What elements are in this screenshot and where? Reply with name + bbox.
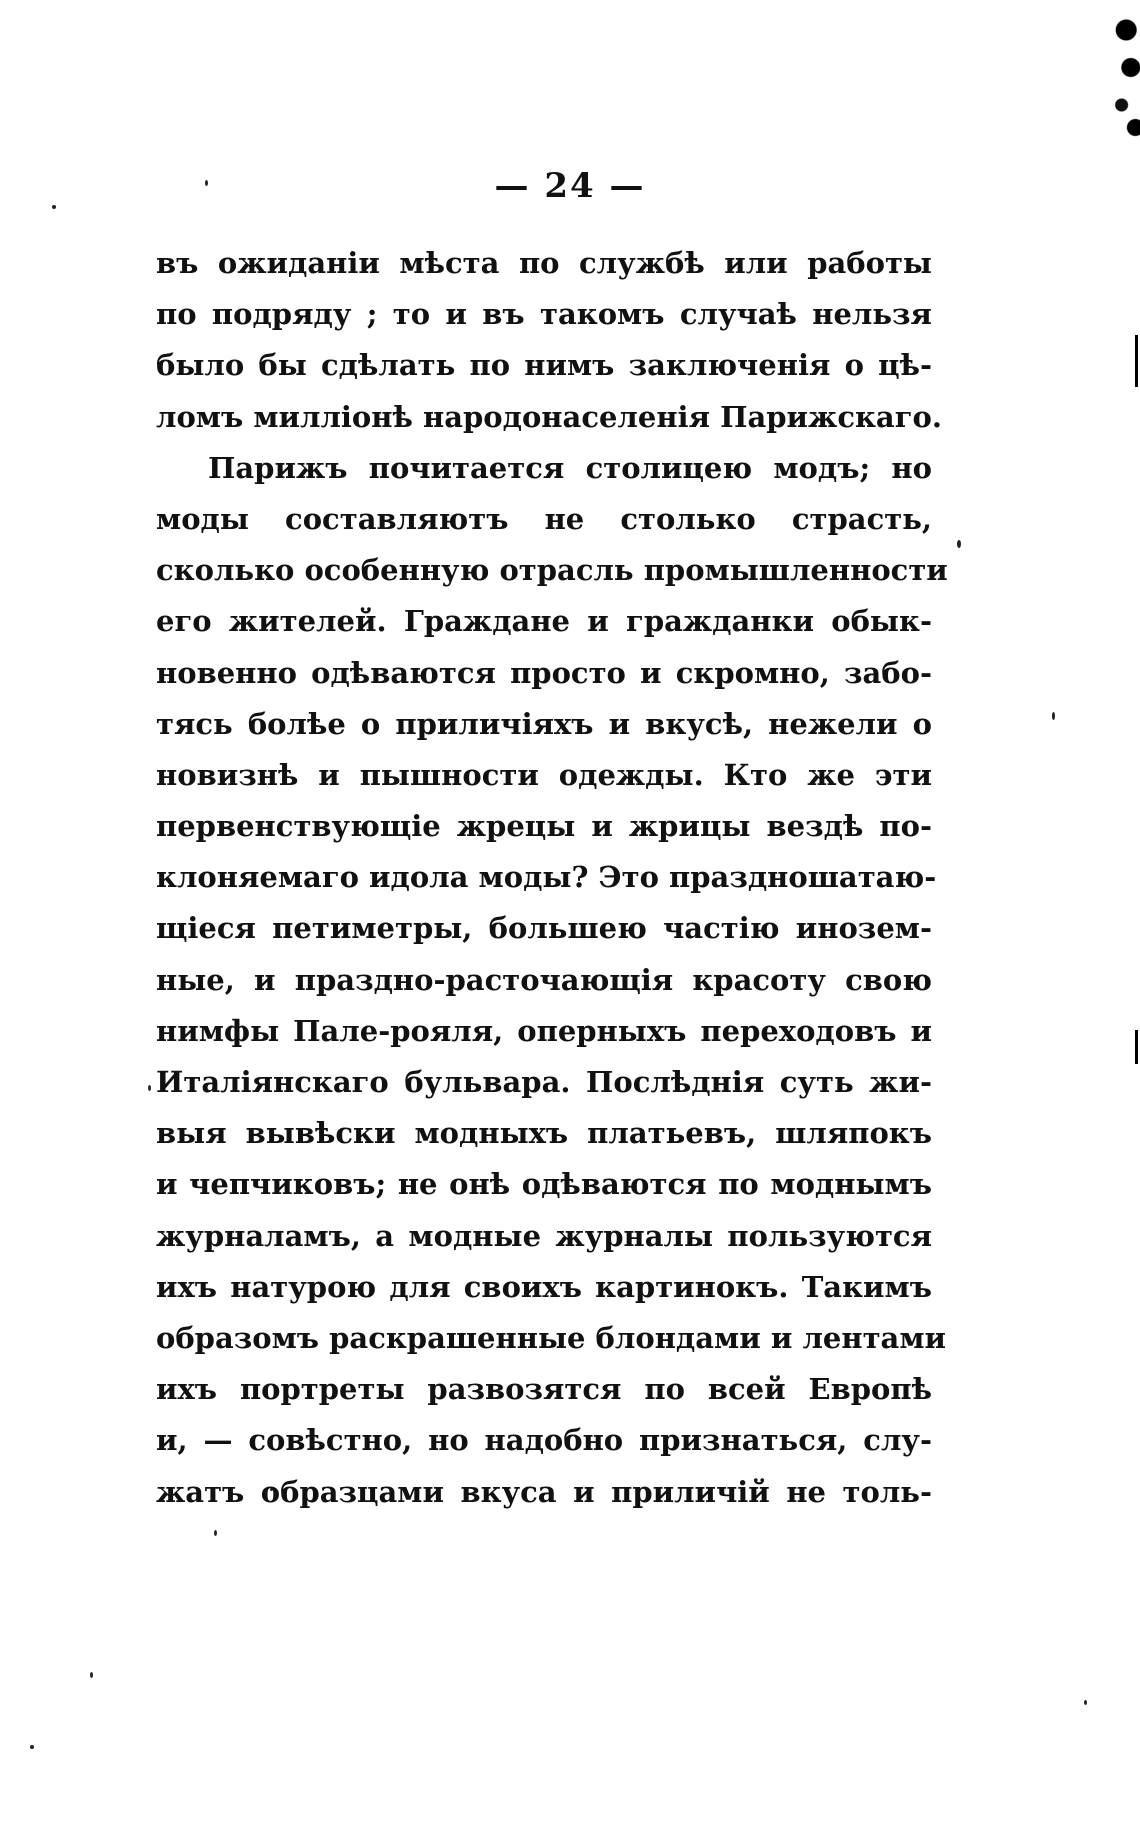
text-line: нимфы Пале-рояля, оперныхъ переходовъ и <box>156 1013 932 1048</box>
scan-edge-line <box>1135 1030 1138 1064</box>
scan-edge-line <box>1135 335 1138 387</box>
text-line: образомъ раскрашенные блондами и лентами <box>156 1320 947 1355</box>
scan-speck <box>148 1085 151 1091</box>
text-line: его жителей. Граждане и гражданки обык- <box>156 604 932 639</box>
scan-speck <box>957 540 961 548</box>
text-line: клоняемаго идола моды? Это праздношатаю- <box>156 860 937 895</box>
text-line: ихъ портреты развозятся по всей Европѣ <box>156 1372 932 1407</box>
text-line: сколько особенную отрасль промышленности <box>156 553 948 588</box>
scan-speck <box>1052 712 1055 720</box>
text-line: тясь болѣе о приличіяхъ и вкусѣ, нежели о <box>156 706 932 741</box>
page-number: — 24 — <box>494 166 646 206</box>
text-line: жатъ образцами вкуса и приличій не толь- <box>156 1474 932 1509</box>
text-line: новизнѣ и пышности одежды. Кто же эти <box>156 757 932 792</box>
text-line: Италіянскаго бульвара. Послѣднія суть жи- <box>156 1065 932 1099</box>
text-line: по подряду ; то и въ такомъ случаѣ нельзя <box>156 297 932 332</box>
text-line: ные, и праздно-расточающія красоту свою <box>156 962 932 997</box>
text-line: ломъ милліонѣ народонаселенія Парижскаго. <box>156 399 942 434</box>
text-line: моды составляютъ не столько страсть, <box>156 501 932 536</box>
scan-edge-blot <box>1094 0 1140 150</box>
text-line: щіеся петиметры, большею частію инозем- <box>156 911 932 946</box>
text-line: выя вывѣски модныхъ платьевъ, шляпокъ <box>156 1116 932 1151</box>
text-line: новенно одѣваются просто и скромно, забо- <box>156 655 932 690</box>
scan-speck <box>214 1530 217 1536</box>
scan-speck <box>30 1745 34 1749</box>
text-line: и чепчиковъ; не онѣ одѣваются по моднымъ <box>156 1167 932 1202</box>
text-line: первенствующіе жрецы и жрицы вездѣ по- <box>156 809 932 844</box>
text-line: въ ожиданіи мѣста по службѣ или работы <box>156 246 932 280</box>
scan-speck <box>90 1672 93 1678</box>
page-text <box>156 238 948 1518</box>
text-line: ихъ натурою для своихъ картинокъ. Такимъ <box>156 1269 932 1304</box>
scan-speck <box>1084 1700 1087 1705</box>
text-line: Парижъ почитается столицею модъ; но <box>208 450 932 485</box>
text-line: было бы сдѣлать по нимъ заключенія о цѣ- <box>156 348 932 383</box>
text-line: журналамъ, а модные журналы пользуются <box>156 1218 932 1253</box>
text-line: и, — совѣстно, но надобно признаться, слу- <box>156 1423 932 1458</box>
